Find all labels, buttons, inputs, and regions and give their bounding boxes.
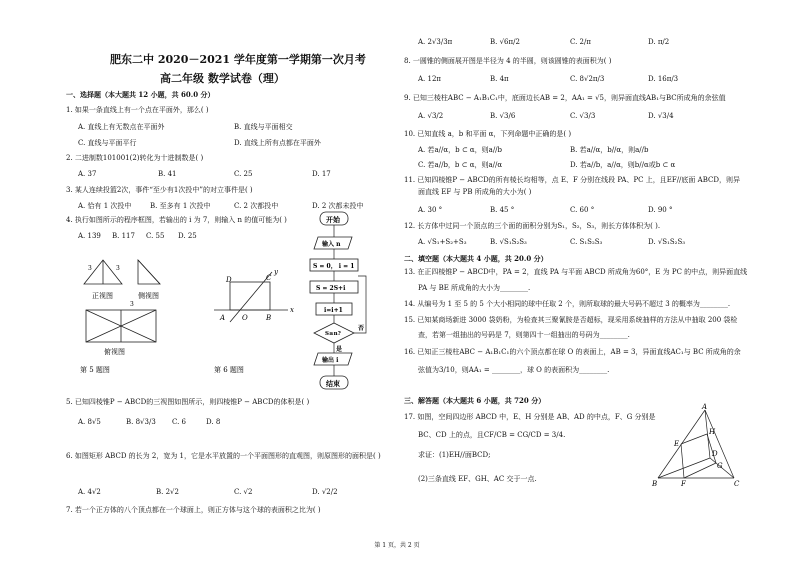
- q16-line-2: 弦值为3/10，则AA₁ = ________，球 O 的表面积为________.: [418, 366, 610, 374]
- q1-option-c: C. 直线与平面平行: [78, 139, 137, 147]
- section-choice-heading: 一、选择题（本大题共 12 小题，共 60.0 分）: [66, 90, 215, 99]
- q2-option-a: A. 37: [78, 170, 97, 178]
- q8-option-d: D. 16π/3: [648, 75, 679, 83]
- exam-title: 肥东二中 2020－2021 学年度第一学期第一次月考: [110, 53, 366, 66]
- page-footer: 第 1 页，共 2 页: [374, 542, 420, 549]
- q3-option-b: B. 至多有 1 次投中: [150, 202, 211, 210]
- fig5-top-label: 俯视图: [104, 348, 125, 356]
- q11-option-d: D. 90 °: [648, 206, 673, 214]
- flow-no-text: 否: [358, 325, 365, 332]
- exam-subtitle: 高二年级 数学试卷（理）: [160, 72, 285, 85]
- q14-text: 14. 从编号为 1 至 5 的 5 个大小相同的球中任取 2 个，则所取球的最大号码不超过 3 的概率为________.: [404, 300, 731, 308]
- q17-proof-1: 求证：(1)EH//面BCD;: [418, 451, 491, 459]
- q12-option-a: A. √S₁+S₂+S₃: [418, 238, 467, 246]
- q3-option-d: D. 2 次都未投中: [312, 202, 364, 210]
- q12-option-b: B. √S₁S₂S₃: [490, 238, 527, 246]
- q9-option-a: A. √3/2: [418, 112, 444, 120]
- fig5-n3c: 3: [130, 301, 134, 308]
- flow-init-text: S = 0， i = 1: [313, 263, 355, 270]
- q4-option-a: A. 139: [78, 232, 101, 240]
- q15-line-2: 查，若第一组抽出的号码是 7，则第四十一组抽出的号码为________.: [418, 331, 630, 339]
- q1-option-d: D. 直线上所有点都在平面外: [234, 139, 321, 147]
- flow-cond-text: S≥n?: [325, 331, 341, 337]
- fig6-label-d: D: [226, 276, 232, 284]
- q1-option-b: B. 直线与平面相交: [234, 123, 293, 131]
- q7-option-c: C. 2/π: [570, 38, 591, 46]
- q6-option-d: D. √2/2: [312, 488, 338, 496]
- fig17-g: G: [717, 462, 723, 470]
- fig17-f: F: [681, 480, 686, 488]
- q2-option-b: B. 41: [158, 170, 177, 178]
- q9-option-d: D. √3/4: [648, 112, 674, 120]
- q4-option-d: D. 25: [178, 232, 197, 240]
- flow-inc-text: i=i+1: [324, 307, 343, 314]
- rectangle-abcd: [230, 282, 270, 310]
- flow-output-text: 输出 i: [322, 357, 339, 364]
- q11-stem-2: 面直线 EF 与 PB 所成角的大小为( ): [418, 188, 532, 196]
- q5-option-c: C. 6: [172, 418, 187, 426]
- q7-option-d: D. π/2: [648, 38, 670, 46]
- q9-stem: 9. 已知三棱柱ABC − A₁B₁C₁中，底面边长AB = 2，AA₁ = √5，则异面直线AB₁与BC所成角的余弦值: [404, 94, 726, 102]
- section-answer-heading: 三、解答题（本大题共 6 小题，共 720 分）: [404, 396, 546, 405]
- q3-option-a: A. 恰有 1 次投中: [78, 202, 132, 210]
- fig6-label-y: y: [274, 268, 278, 276]
- flow-start-text: 开始: [326, 215, 340, 224]
- q10-stem: 10. 已知直线 a，b 和平面 α，下列命题中正确的是( ): [404, 130, 572, 138]
- q2-option-c: C. 25: [234, 170, 253, 178]
- q12-option-d: D. √S₁S₂S₃: [648, 238, 686, 246]
- q8-option-b: B. 4π: [490, 75, 509, 83]
- fig5-caption: 第 5 题图: [80, 366, 110, 374]
- q6-option-b: B. 2√2: [156, 488, 179, 496]
- q1-option-a: A. 直线上有无数点在平面外: [78, 123, 165, 131]
- flow-end-text: 结束: [326, 379, 340, 388]
- q13-line-2: PA 与 BE 所成角的大小为________.: [418, 284, 531, 292]
- q2-stem: 2. 二进制数101001(2)转化为十进制数是( ): [66, 154, 204, 162]
- q8-option-c: C. 8√2π/3: [570, 75, 605, 83]
- q17-line-1: 17. 如图，空间四边形 ABCD 中，E、H 分别是 AB、AD 的中点，F、G 分别是: [404, 413, 656, 421]
- fig5-n3a: 3: [88, 265, 92, 272]
- q15-line-1: 15. 已知某商场新进 3000 袋奶粉，为检查其三聚氰胺是否超标，现采用系统抽样的方法从中抽取 200 袋检: [404, 316, 738, 324]
- q4-option-c: C. 55: [146, 232, 165, 240]
- q11-option-b: B. 45 °: [490, 206, 515, 214]
- fig6-intuitive-view: [210, 268, 300, 376]
- flow-input-text: 输入 n: [322, 241, 341, 248]
- q6-option-c: C. √2: [234, 488, 253, 496]
- q4-option-b: B. 117: [112, 232, 135, 240]
- q1-stem: 1. 如果一条直线上有一个点在平面外，那么( ): [66, 106, 209, 114]
- q11-option-a: A. 30 °: [418, 206, 443, 214]
- fig17-b: B: [652, 480, 658, 488]
- q5-option-d: D. 8: [206, 418, 221, 426]
- q6-option-a: A. 4√2: [78, 488, 101, 496]
- q17-line-2: BC、CD 上的点，且CF/CB = CG/CD = 3/4.: [418, 431, 566, 439]
- fig17-d: D: [712, 450, 718, 458]
- q13-line-1: 13. 在正四棱锥P − ABCD中，PA = 2，直线 PA 与平面 ABCD 所成角为60°，E 为 PC 的中点，则异面直线: [404, 268, 748, 276]
- section-fill-heading: 二、填空题（本大题共 4 小题，共 20.0 分）: [404, 254, 548, 263]
- fig5-three-views: [80, 250, 190, 375]
- flowchart: [302, 210, 374, 396]
- q10-option-b: B. 若a//α，b//α，则a//b: [570, 146, 649, 154]
- fig17-h: H: [709, 428, 716, 436]
- flow-yes-text: 是: [336, 346, 343, 353]
- q8-option-a: A. 12π: [418, 75, 442, 83]
- q9-option-b: B. √3/6: [490, 112, 516, 120]
- q12-option-c: C. S₁S₂S₃: [570, 238, 603, 246]
- flow-assign-text: S = 2S+i: [316, 285, 346, 292]
- fig6-label-b: B: [266, 314, 272, 322]
- q11-stem-1: 11. 已知四棱锥P − ABCD的所有棱长均相等，点 E、F 分别在线段 PA、PC 上，且EF//底面 ABCD，则异: [404, 176, 740, 184]
- q7-option-a: A. 2√3/3π: [418, 38, 453, 46]
- q4-stem: 4. 执行如图所示的程序框图，若输出的 i 为 7，则输入 n 的值可能为( ): [66, 216, 287, 224]
- fig17-tetrahedron: [650, 402, 742, 488]
- fig17-a: A: [702, 403, 708, 411]
- q2-option-d: D. 17: [312, 170, 331, 178]
- fig6-label-x: x: [290, 306, 294, 314]
- q5-option-a: A. 8√5: [78, 418, 101, 426]
- q17-proof-2: (2)三条直线 EF、GH、AC 交于一点.: [418, 475, 537, 483]
- fig6-label-a: A: [220, 314, 226, 322]
- q10-option-c: C. 若a//b，b ⊂ α，则a//α: [418, 161, 503, 169]
- q3-stem: 3. 某人连续投篮2次，事件“至少有1次投中”的对立事件是( ): [66, 186, 253, 194]
- q8-stem: 8. 一圆锥的侧面展开图是半径为 4 的半圆，则该圆锥的表面积为( ): [404, 57, 612, 65]
- fig5-n3b: 3: [116, 265, 120, 272]
- fig5-front-label: 正视图: [92, 292, 113, 300]
- q5-option-b: B. 8√3/3: [126, 418, 156, 426]
- q5-stem: 5. 已知四棱锥P − ABCD的三视图如图所示，则四棱锥P − ABCD的体积是( ): [66, 398, 310, 406]
- q11-option-c: C. 60 °: [570, 206, 595, 214]
- q12-stem: 12. 长方体中过同一个顶点的三个面的面积分别为S₁，S₂，S₃，则长方体体积为( ).: [404, 222, 661, 230]
- q10-option-a: A. 若a//α，b ⊂ α，则a//b: [418, 146, 503, 154]
- q7-stem: 7. 若一个正方体的八个顶点都在一个球面上，则正方体与这个球的表面积之比为( ): [66, 506, 321, 514]
- q10-option-d: D. 若a//b，a//α，则b//α或b ⊂ α: [570, 161, 676, 169]
- fig6-caption: 第 6 题图: [214, 366, 244, 374]
- fig6-label-c: C: [266, 274, 272, 282]
- fig6-label-o: O: [242, 314, 248, 322]
- q9-option-c: C. √3/3: [570, 112, 596, 120]
- fig5-side-label: 侧视图: [138, 292, 159, 300]
- q3-option-c: C. 2 次都投中: [234, 202, 279, 210]
- q6-stem: 6. 如图矩形 ABCD 的长为 2，宽为 1，它是水平放置的一个平面图形的直观图，则原图形的面积是( ): [66, 452, 381, 460]
- q7-option-b: B. √6π/2: [490, 38, 520, 46]
- fig17-c: C: [734, 480, 740, 488]
- fig17-e: E: [674, 440, 680, 448]
- q16-line-1: 16. 已知正三棱柱ABC − A₁B₁C₁的六个顶点都在球 O 的表面上，AB = 3，异面直线AC₁与 BC 所成角的余: [404, 348, 741, 356]
